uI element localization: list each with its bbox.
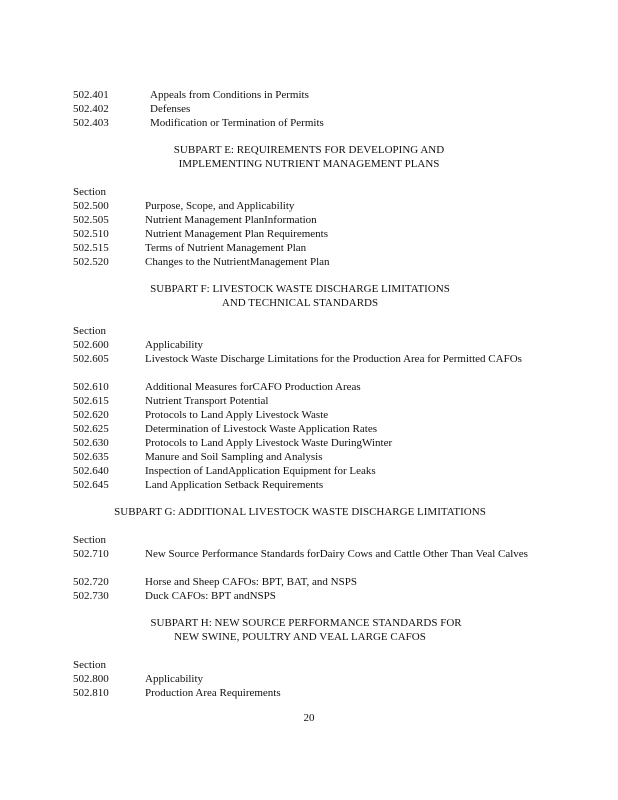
section-title: Horse and Sheep CAFOs: BPT, BAT, and NSPS (145, 576, 357, 588)
section-number: 502.505 (73, 214, 109, 226)
subpart-heading-line: SUBPART G: ADDITIONAL LIVESTOCK WASTE DISCHARGE LIMITATIONS (114, 506, 486, 518)
section-number: 502.640 (73, 465, 109, 477)
section-title: Appeals from Conditions in Permits (150, 89, 309, 101)
section-number: 502.635 (73, 451, 109, 463)
section-title: Nutrient Transport Potential (145, 395, 269, 407)
section-label: Section (73, 325, 106, 337)
section-title: Protocols to Land Apply Livestock Waste (145, 409, 329, 421)
subpart-heading-line: IMPLEMENTING NUTRIENT MANAGEMENT PLANS (178, 158, 440, 170)
page-number: 20 (303, 712, 315, 724)
section-title: Applicability (145, 673, 204, 685)
subpart-heading-line: SUBPART F: LIVESTOCK WASTE DISCHARGE LIMITATIONS (150, 283, 450, 295)
subpart-heading-line: SUBPART H: NEW SOURCE PERFORMANCE STANDARDS FOR (150, 617, 462, 629)
section-title: Modification or Termination of Permits (150, 117, 324, 129)
section-title: Inspection of LandApplication Equipment for Leaks (145, 465, 376, 477)
section-number: 502.615 (73, 395, 109, 407)
section-number: 502.645 (73, 479, 109, 491)
section-number: 502.403 (73, 117, 109, 129)
section-title: Nutrient Management PlanInformation (145, 214, 317, 226)
section-title: Protocols to Land Apply Livestock Waste DuringWinter (145, 437, 393, 449)
section-title: Applicability (145, 339, 204, 351)
section-title: Land Application Setback Requirements (145, 479, 324, 491)
section-number: 502.810 (73, 687, 109, 699)
section-number: 502.515 (73, 242, 109, 254)
section-title: Terms of Nutrient Management Plan (145, 242, 307, 254)
section-number: 502.710 (73, 548, 109, 560)
section-title: Manure and Soil Sampling and Analysis (145, 451, 323, 463)
section-number: 502.630 (73, 437, 109, 449)
section-number: 502.402 (73, 103, 109, 115)
section-number: 502.605 (73, 353, 109, 365)
section-number: 502.800 (73, 673, 109, 685)
section-number: 502.500 (73, 200, 109, 212)
section-title: Determination of Livestock Waste Application Rates (145, 423, 377, 435)
subpart-heading-line: AND TECHNICAL STANDARDS (221, 297, 379, 309)
section-title: Additional Measures forCAFO Production Areas (145, 381, 361, 393)
section-number: 502.510 (73, 228, 109, 240)
section-title: Duck CAFOs: BPT andNSPS (145, 590, 276, 602)
subpart-heading-line: SUBPART E: REQUIREMENTS FOR DEVELOPING AND (173, 144, 445, 156)
section-number: 502.620 (73, 409, 109, 421)
section-number: 502.625 (73, 423, 109, 435)
section-title: New Source Performance Standards forDairy Cows and Cattle Other Than Veal Calves (145, 548, 528, 560)
section-label: Section (73, 186, 106, 198)
section-title: Purpose, Scope, and Applicability (145, 200, 295, 212)
section-title: Production Area Requirements (145, 687, 281, 699)
section-number: 502.730 (73, 590, 109, 602)
section-title: Defenses (150, 103, 191, 115)
section-number: 502.520 (73, 256, 109, 268)
subpart-heading-line: NEW SWINE, POULTRY AND VEAL LARGE CAFOS (174, 631, 426, 643)
section-title: Nutrient Management Plan Requirements (145, 228, 328, 240)
section-label: Section (73, 534, 106, 546)
section-number: 502.401 (73, 89, 109, 101)
section-title: Livestock Waste Discharge Limitations for the Production Area for Permitted CAFOs (145, 353, 522, 365)
section-label: Section (73, 659, 106, 671)
section-number: 502.720 (73, 576, 109, 588)
section-number: 502.600 (73, 339, 109, 351)
section-number: 502.610 (73, 381, 109, 393)
section-title: Changes to the NutrientManagement Plan (145, 256, 330, 268)
